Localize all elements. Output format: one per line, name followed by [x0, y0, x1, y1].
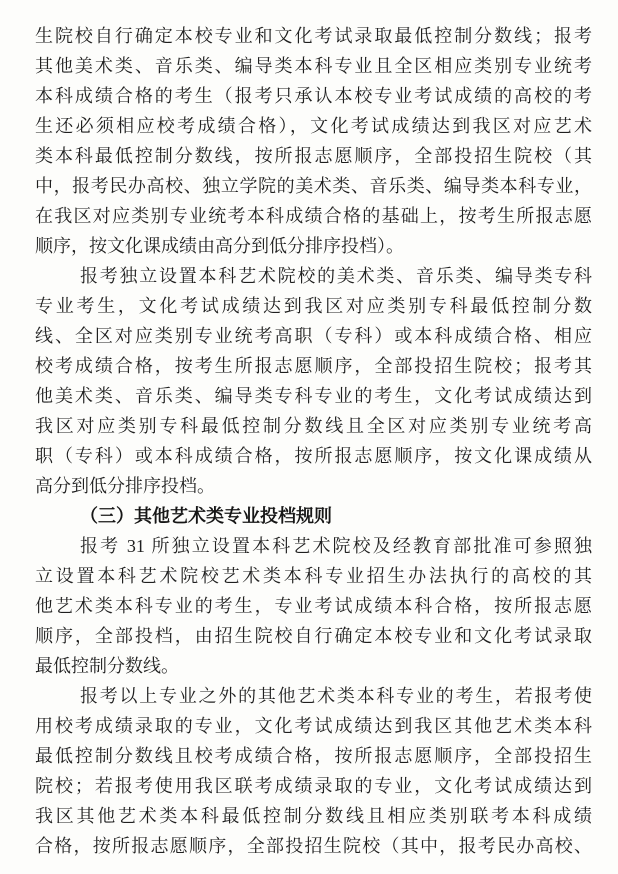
text-line: 专业考生，文化考试成绩达到我区对应类别专科最低控制分数: [35, 296, 592, 316]
text-line: 其他美术类、音乐类、编导类本科专业且全区相应类别专业统考: [35, 56, 592, 76]
text-line: 我区其他艺术类本科最低控制分数线且相应类别联考本科成绩: [35, 806, 592, 826]
text-line: 本科成绩合格的考生（报考只承认本校专业考试成绩的高校的考: [35, 86, 592, 106]
text-line: 职（专科）或本科成绩合格，按所报志愿顺序，按文化课成绩从: [35, 446, 592, 466]
text-line: 报考以上专业之外的其他艺术类本科专业的考生，若报考使: [80, 686, 592, 706]
text-line: 在我区对应类别专业统考本科成绩合格的基础上，按考生所报志愿: [35, 206, 592, 226]
text-line: 类本科最低控制分数线，按所报志愿顺序，全部投招生院校（其: [35, 146, 592, 166]
paragraph-2: [35, 261, 592, 501]
text-line: 用校考成绩录取的专业，文化考试成绩达到我区其他艺术类本科: [35, 716, 592, 736]
text-line: 报考 31 所独立设置本科艺术院校及经教育部批准可参照独: [80, 536, 592, 556]
paragraph-1: [35, 21, 592, 261]
text-line: 生还必须相应校考成绩合格），文化考试成绩达到我区对应艺术: [35, 116, 592, 136]
text-line: 最低控制分数线。: [35, 656, 179, 676]
text-line: 他艺术类本科专业的考生，专业考试成绩本科合格，按所报志愿: [35, 596, 592, 616]
text-line: 顺序，全部投档，由招生院校自行确定本校专业和文化考试录取: [35, 626, 592, 646]
text-line: 我区对应类别专科最低控制分数线且全区对应类别专业统考高: [35, 416, 592, 436]
section-heading: （三）其他艺术类专业投档规则: [80, 506, 332, 526]
text-line: 高分到低分排序投档。: [35, 476, 215, 496]
text-line: 立设置本科艺术院校艺术类本科专业招生办法执行的高校的其: [35, 566, 592, 586]
text-line: 他美术类、音乐类、编导类专科专业的考生，文化考试成绩达到: [35, 386, 592, 406]
text-line: 院校；若报考使用我区联考成绩录取的专业，文化考试成绩达到: [35, 776, 592, 796]
text-line: 合格，按所报志愿顺序，全部投招生院校（其中，报考民办高校、: [35, 836, 592, 856]
paragraph-4: [35, 681, 592, 861]
text-line: 校考成绩合格，按考生所报志愿顺序，全部投招生院校；报考其: [35, 356, 592, 376]
paragraph-3: [35, 531, 592, 681]
text-line: 线、全区对应类别专业统考高职（专科）或本科成绩合格、相应: [35, 326, 592, 346]
text-line: 报考独立设置本科艺术院校的美术类、音乐类、编导类专科: [80, 266, 592, 286]
text-line: 顺序，按文化课成绩由高分到低分排序投档）。: [35, 236, 404, 256]
text-line: 最低控制分数线且校考成绩合格，按所报志愿顺序，全部投招生: [35, 746, 592, 766]
text-line: 生院校自行确定本校专业和文化考试录取最低控制分数线；报考: [35, 26, 592, 46]
text-line: 中，报考民办高校、独立学院的美术类、音乐类、编导类本科专业，: [35, 176, 592, 196]
